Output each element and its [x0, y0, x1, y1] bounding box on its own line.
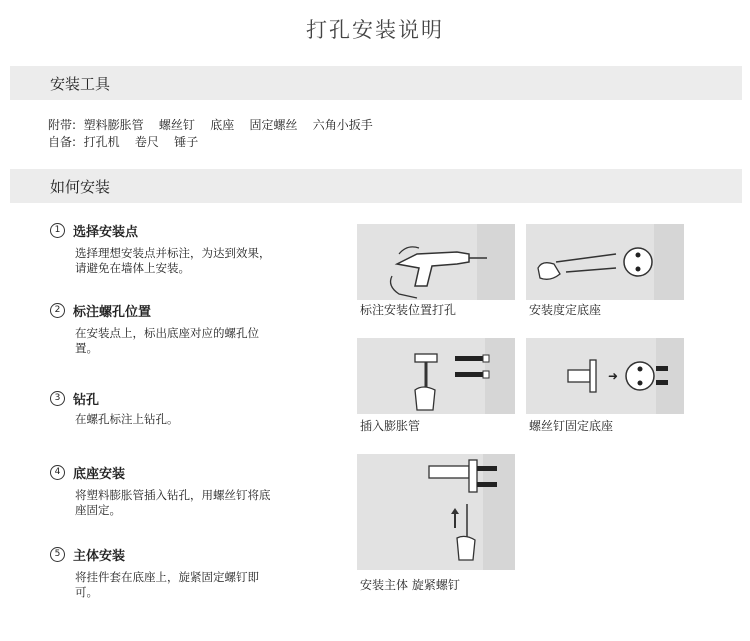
figure-caption: 螺丝钉固定底座	[529, 419, 614, 433]
page-title: 打孔安装说明	[306, 18, 444, 42]
figure-caption: 插入膨胀管	[360, 419, 421, 433]
step-description: 选择理想安装点并标注，为达到效果，请避免在墙体上安装。	[75, 246, 271, 275]
section-heading: 安装工具	[50, 75, 111, 93]
step-title: 底座安装	[73, 467, 126, 482]
step-number: 2	[50, 303, 65, 318]
section-header-tools	[10, 66, 742, 100]
step-title: 钻孔	[73, 393, 100, 408]
figure-caption: 标注安装位置打孔	[360, 303, 457, 317]
step-2	[50, 301, 310, 356]
base-screw-illustration	[526, 338, 684, 414]
figure-caption: 安装主体 旋紧螺钉	[360, 578, 460, 592]
body-install-illustration	[357, 454, 515, 570]
step-title: 选择安装点	[73, 225, 139, 240]
step-description: 在安装点上，标出底座对应的螺孔位置。	[75, 326, 259, 355]
step-title: 标注螺孔位置	[73, 305, 152, 320]
section-heading: 如何安装	[50, 178, 111, 196]
step-3	[50, 389, 310, 427]
step-number: 3	[50, 391, 65, 406]
step-number: 1	[50, 223, 65, 238]
step-1	[50, 221, 310, 276]
screwdriver-base-illustration	[526, 224, 684, 300]
drill-illustration	[357, 224, 515, 300]
step-description: 将挂件套在底座上，旋紧固定螺钉即可。	[75, 570, 259, 599]
step-description: 在螺孔标注上钻孔。	[75, 412, 179, 426]
hammer-anchor-illustration	[357, 338, 515, 414]
step-number: 5	[50, 547, 65, 562]
step-number: 4	[50, 465, 65, 480]
step-5	[50, 545, 310, 600]
figure-caption: 安装度定底座	[529, 303, 602, 317]
step-4	[50, 463, 310, 518]
step-title: 主体安装	[73, 549, 126, 564]
included-tools-line: 附带: 塑料膨胀管 螺丝钉 底座 固定螺丝 六角小扳手	[48, 118, 373, 132]
step-description: 将塑料膨胀管插入钻孔，用螺丝钉将底座固定。	[75, 488, 271, 517]
section-header-install	[10, 169, 742, 203]
self-provided-tools-line: 自备: 打孔机 卷尺 锤子	[48, 135, 199, 149]
svg-text:➜: ➜	[608, 369, 619, 383]
